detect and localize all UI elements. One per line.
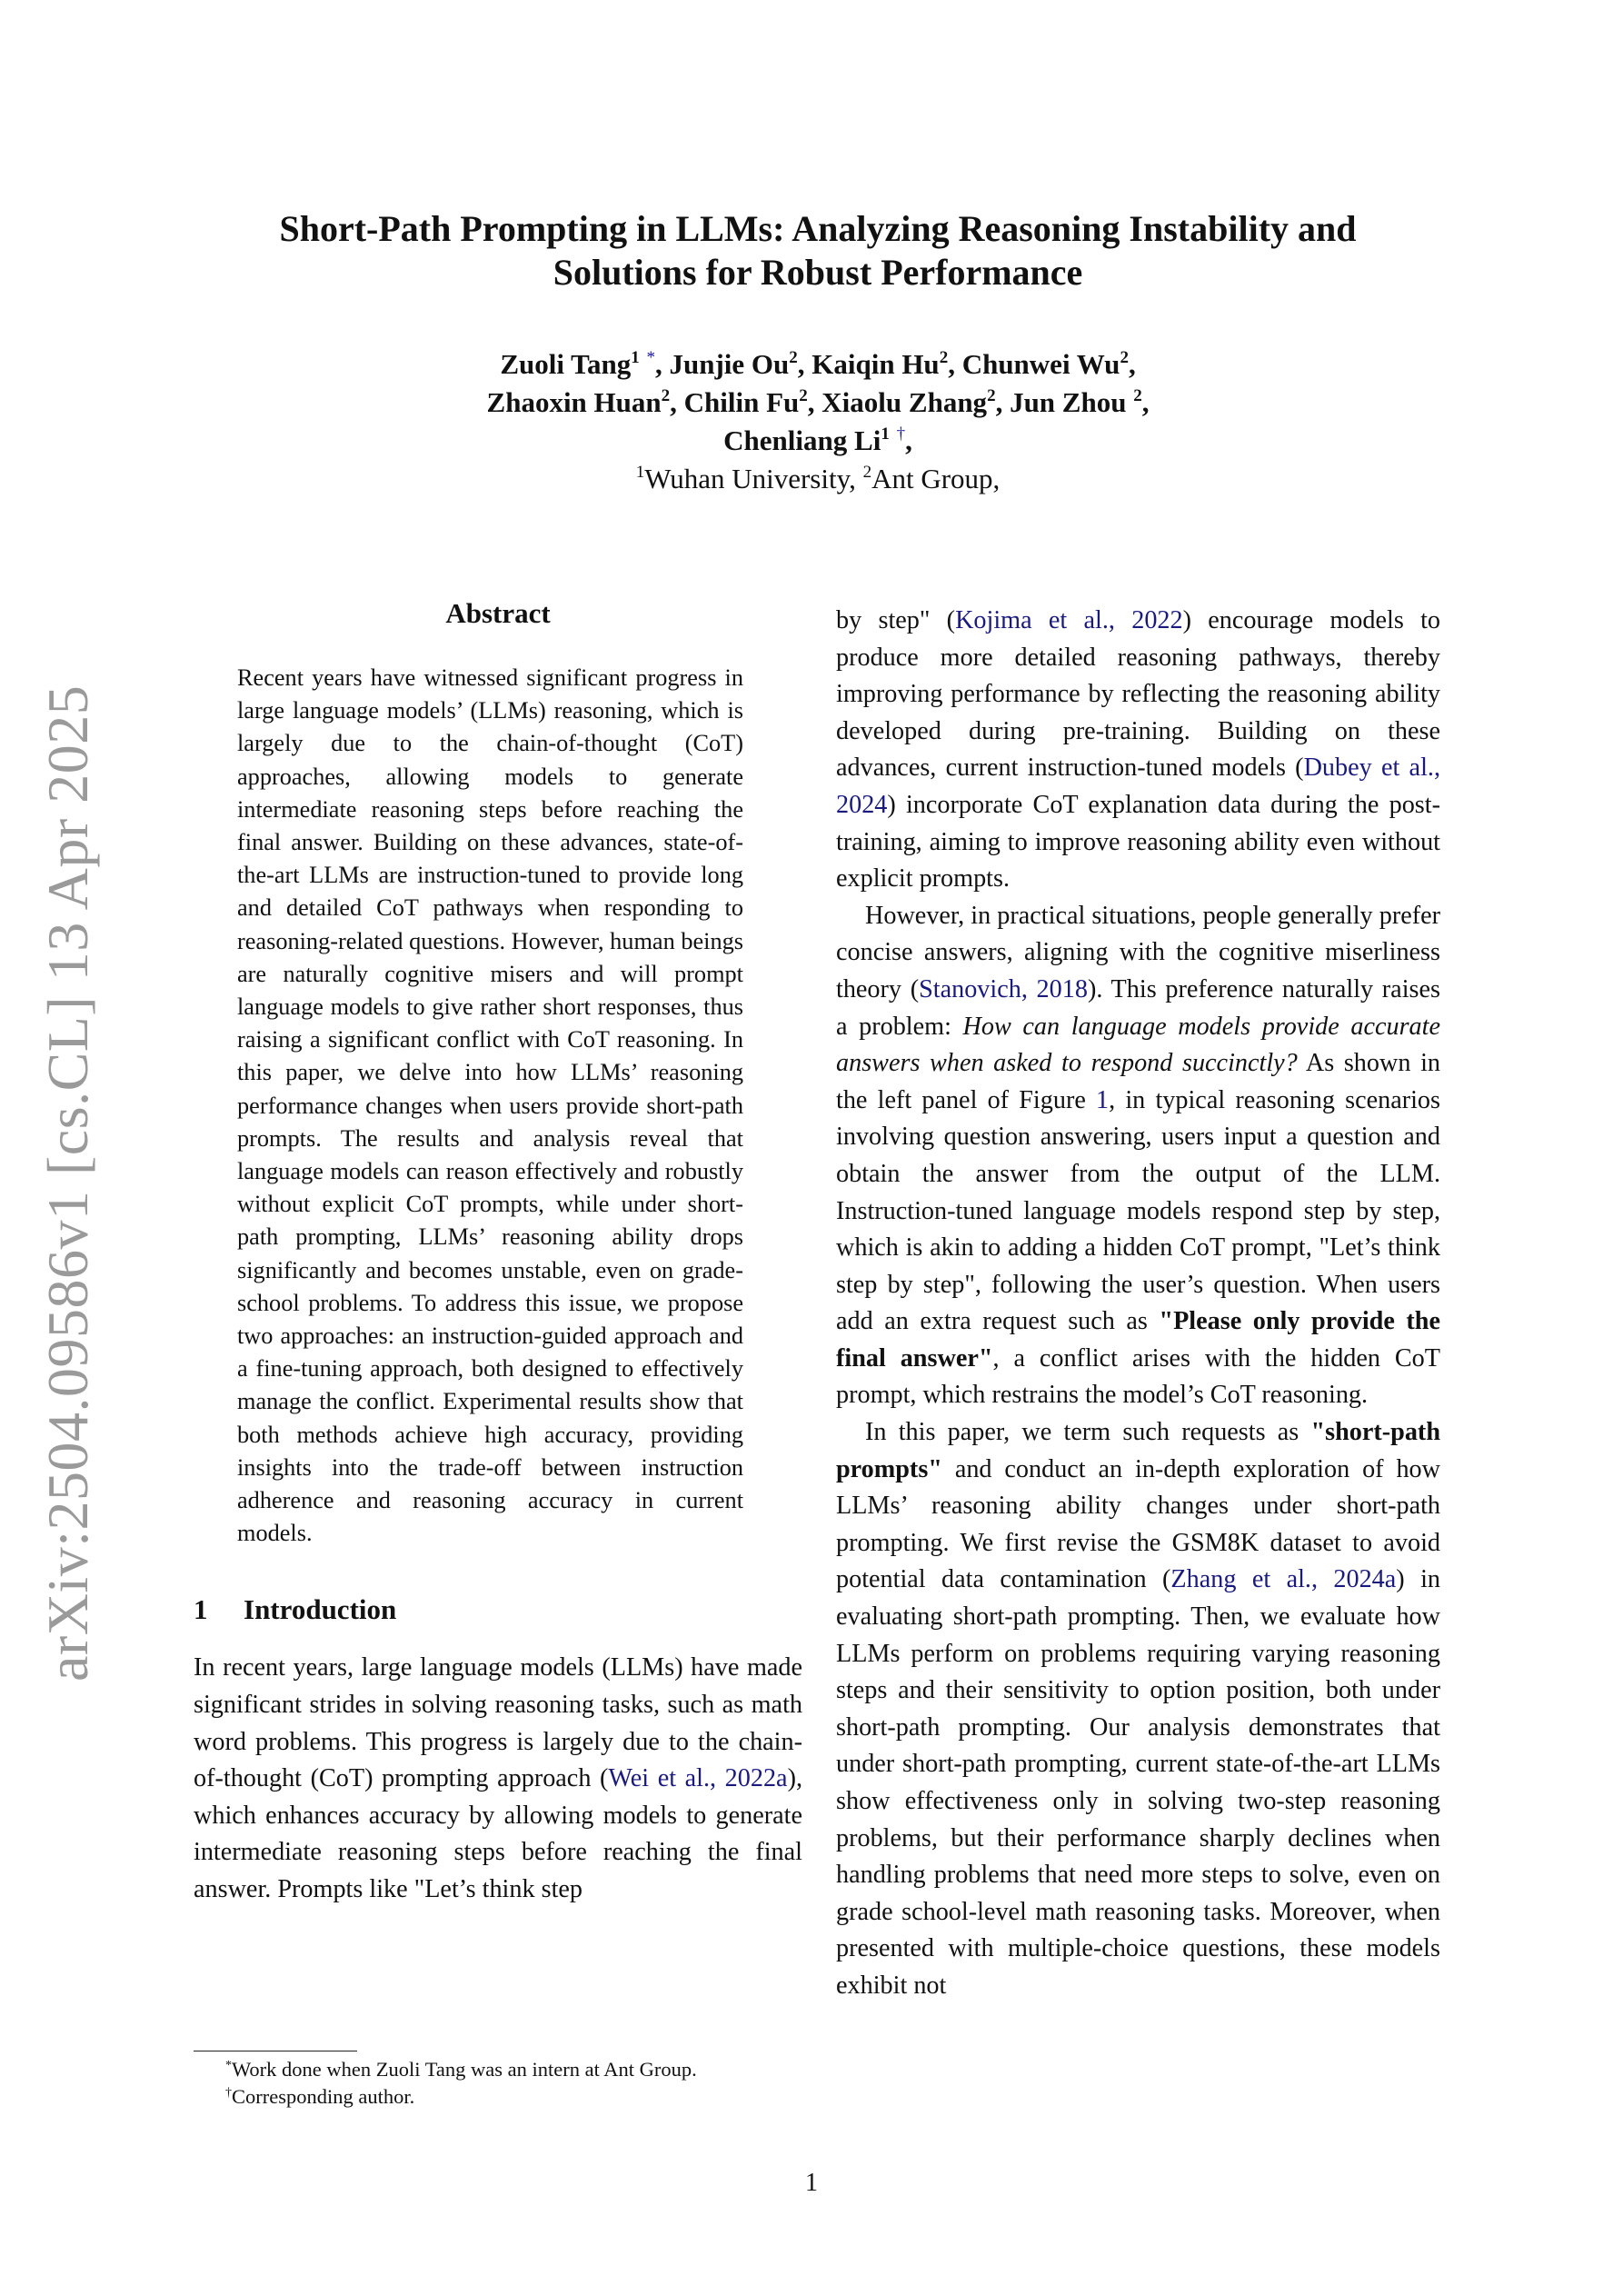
footnote-item	[225, 2056, 807, 2083]
separator: ,	[1141, 386, 1150, 418]
affiliation-mark: 2	[939, 348, 949, 367]
author-name: Chilin Fu	[683, 386, 800, 418]
author-line-2	[182, 384, 1454, 422]
footnote-link-asterisk[interactable]: *	[646, 348, 655, 367]
separator: ,	[948, 348, 962, 380]
title-line-1: Short-Path Prompting in LLMs: Analyzing Reasoning Instability and	[279, 208, 1357, 249]
footnote-text: Corresponding author.	[232, 2085, 415, 2108]
citation-link[interactable]: Stanovich, 2018	[919, 974, 1088, 1003]
citation-link[interactable]: Kojima et al., 2022	[955, 606, 1183, 634]
separator: ,	[654, 348, 670, 380]
affiliation-mark: 2	[661, 386, 671, 405]
arxiv-identifier-stamp[interactable]: arXiv:2504.09586v1 [cs.CL] 13 Apr 2025	[35, 684, 100, 1682]
intro-paragraph-3	[836, 1414, 1440, 2005]
section-number: 1	[194, 1593, 208, 1626]
intro-body-continued	[836, 603, 1440, 2005]
affiliation-mark: 1	[881, 424, 890, 444]
section-heading-introduction	[194, 1592, 802, 1628]
author-line-1	[182, 345, 1454, 384]
body-text: ), which enhances accuracy by allowing models to generate intermediate reasoning steps before reaching the final answer. Prompts like "Let’s think step	[194, 1764, 802, 1904]
affiliation-number: 1	[635, 463, 645, 482]
author-name: Zuoli Tang	[500, 348, 632, 380]
author-name: Kaiqin Hu	[812, 348, 940, 380]
affiliation-name: Ant Group,	[871, 463, 1001, 494]
affiliation-mark: 1	[631, 348, 640, 367]
author-block	[182, 345, 1454, 498]
footnotes	[225, 2056, 807, 2111]
body-text: As shown in the left panel of Figure	[836, 1049, 1440, 1114]
affiliation-mark: 2	[799, 386, 808, 405]
footnote-mark: †	[225, 2086, 232, 2100]
affiliation-mark: 2	[1120, 348, 1129, 367]
author-name: Junjie Ou	[669, 348, 790, 380]
affiliations	[182, 460, 1454, 498]
key-term: "short-path prompts"	[836, 1418, 1440, 1483]
title-line-2: Solutions for Robust Performance	[553, 252, 1083, 293]
affiliation-number: 2	[862, 463, 872, 482]
right-column	[836, 603, 1440, 2005]
author-name: Chunwei Wu	[961, 348, 1120, 380]
author-name: Xiaolu Zhang	[821, 386, 988, 418]
citation-link[interactable]: Dubey et al., 2024	[836, 754, 1440, 819]
abstract-heading: Abstract	[445, 597, 551, 629]
paper-title	[182, 207, 1454, 294]
affiliation-mark: 2	[1133, 386, 1142, 405]
intro-paragraph-1-part-a	[194, 1650, 802, 1908]
footnote-link-dagger[interactable]: †	[896, 424, 906, 444]
body-text: In this paper, we term such requests as	[865, 1418, 1311, 1447]
affiliation-mark: 2	[987, 386, 996, 405]
body-text: by step" (	[836, 606, 956, 634]
affiliation-name: Wuhan University,	[644, 463, 863, 494]
body-text: and conduct an in-depth exploration of how LLMs’ reasoning ability changes under short-path prompting. We first revise the GSM8K dataset to avoid potential data contamination (	[836, 1454, 1440, 1594]
body-text: However, in practical situations, people generally prefer concise answers, aligning with the cognitive miserliness theory (	[836, 901, 1440, 1003]
footnote-text: Work done when Zuoli Tang was an intern at Ant Group.	[232, 2058, 697, 2081]
affiliation-mark: 2	[789, 348, 798, 367]
body-text: ) in evaluating short-path prompting. Then, we evaluate how LLMs perform on problems requiring varying reasoning steps and their sensitivity to option position, both under short-path prompting. Our analysis demonstrates that under short-path prompting, current state-of-the-art LLMs show effectiveness only in solving two-step reasoning problems, but their performance sharply declines when handling problems that need more steps to solve, even on grade school-level math reasoning tasks. Moreover, when presented with multiple-choice questions, these models exhibit not	[836, 1565, 1441, 2000]
author-name: Chenliang Li	[723, 424, 881, 456]
example-prompt: "Please only provide the final answer"	[836, 1307, 1440, 1373]
separator: ,	[905, 424, 912, 456]
body-text: ). This preference naturally raises a problem:	[836, 974, 1440, 1041]
body-text: In recent years, large language models (LLMs) have made significant strides in solving reasoning tasks, such as math word problems. This progress is largely due to the chain-of-thought (CoT) prompting approach (	[194, 1653, 802, 1793]
citation-link[interactable]: Wei et al., 2022a	[608, 1764, 788, 1793]
research-question: How can language models provide accurate answers when asked to respond succinctly?	[836, 1012, 1440, 1078]
body-text: ) encourage models to produce more detailed reasoning pathways, thereby improving performance by reflecting the reasoning ability developed during pre-training. Building on these advances, current instruction-tuned models (	[836, 606, 1440, 783]
citation-link[interactable]: Zhang et al., 2024a	[1170, 1565, 1397, 1594]
intro-paragraph-2	[836, 898, 1440, 1414]
author-line-3	[182, 422, 1454, 460]
intro-paragraph-1-part-b	[836, 603, 1440, 898]
separator: ,	[797, 348, 812, 380]
separator: ,	[807, 386, 822, 418]
author-name: Zhaoxin Huan	[486, 386, 662, 418]
separator: ,	[670, 386, 684, 418]
author-name: Jun Zhou	[1010, 386, 1134, 418]
body-text: , in typical reasoning scenarios involving question answering, users input a question and obtain the answer from the output of the LLM. Instruction-tuned language models respond step by step, which is akin to adding a hidden CoT prompt, "Let’s think step by step", following the user’s question. When users add an extra request such as	[836, 1085, 1440, 1336]
separator: ,	[995, 386, 1011, 418]
figure-reference-link[interactable]: 1	[1096, 1085, 1110, 1114]
left-column	[194, 595, 802, 1909]
body-text: ) incorporate CoT explanation data during the post-training, aiming to improve reasoning ability even without explicit prompts.	[836, 790, 1440, 893]
abstract-text: Recent years have witnessed significant progress in large language models’ (LLMs) reasoning, which is largely due to the chain-of-thought (CoT) approaches, allowing models to generate intermediate reasoning steps before reaching the final answer. Building on these advances, state-of-the-art LLMs are instruction-tuned to provide long and detailed CoT pathways when responding to reasoning-related questions. However, human beings are naturally cognitive misers and will prompt language models to give rather short responses, thus raising a significant conflict with CoT reasoning. In this paper, we delve into how LLMs’ reasoning performance changes when users provide short-path prompts. The results and analysis reveal that language models can reason effectively and robustly without explicit CoT prompts, while under short-path prompting, LLMs’ reasoning ability drops significantly and becomes unstable, even on grade-school problems. To address this issue, we propose two approaches: an instruction-guided approach and a fine-tuning approach, both designed to effectively manage the conflict. Experimental results show that both methods achieve high accuracy, providing insights into the trade-off between instruction adherence and reasoning accuracy in current models.	[237, 664, 743, 1547]
footnote-mark: *	[225, 2059, 232, 2072]
separator: ,	[1128, 348, 1136, 380]
footnote-item	[225, 2083, 807, 2111]
section-title: Introduction	[244, 1593, 397, 1626]
page-number: 1	[805, 2169, 818, 2197]
body-text: , a conflict arises with the hidden CoT prompt, which restrains the model’s CoT reasoning.	[836, 1343, 1440, 1410]
